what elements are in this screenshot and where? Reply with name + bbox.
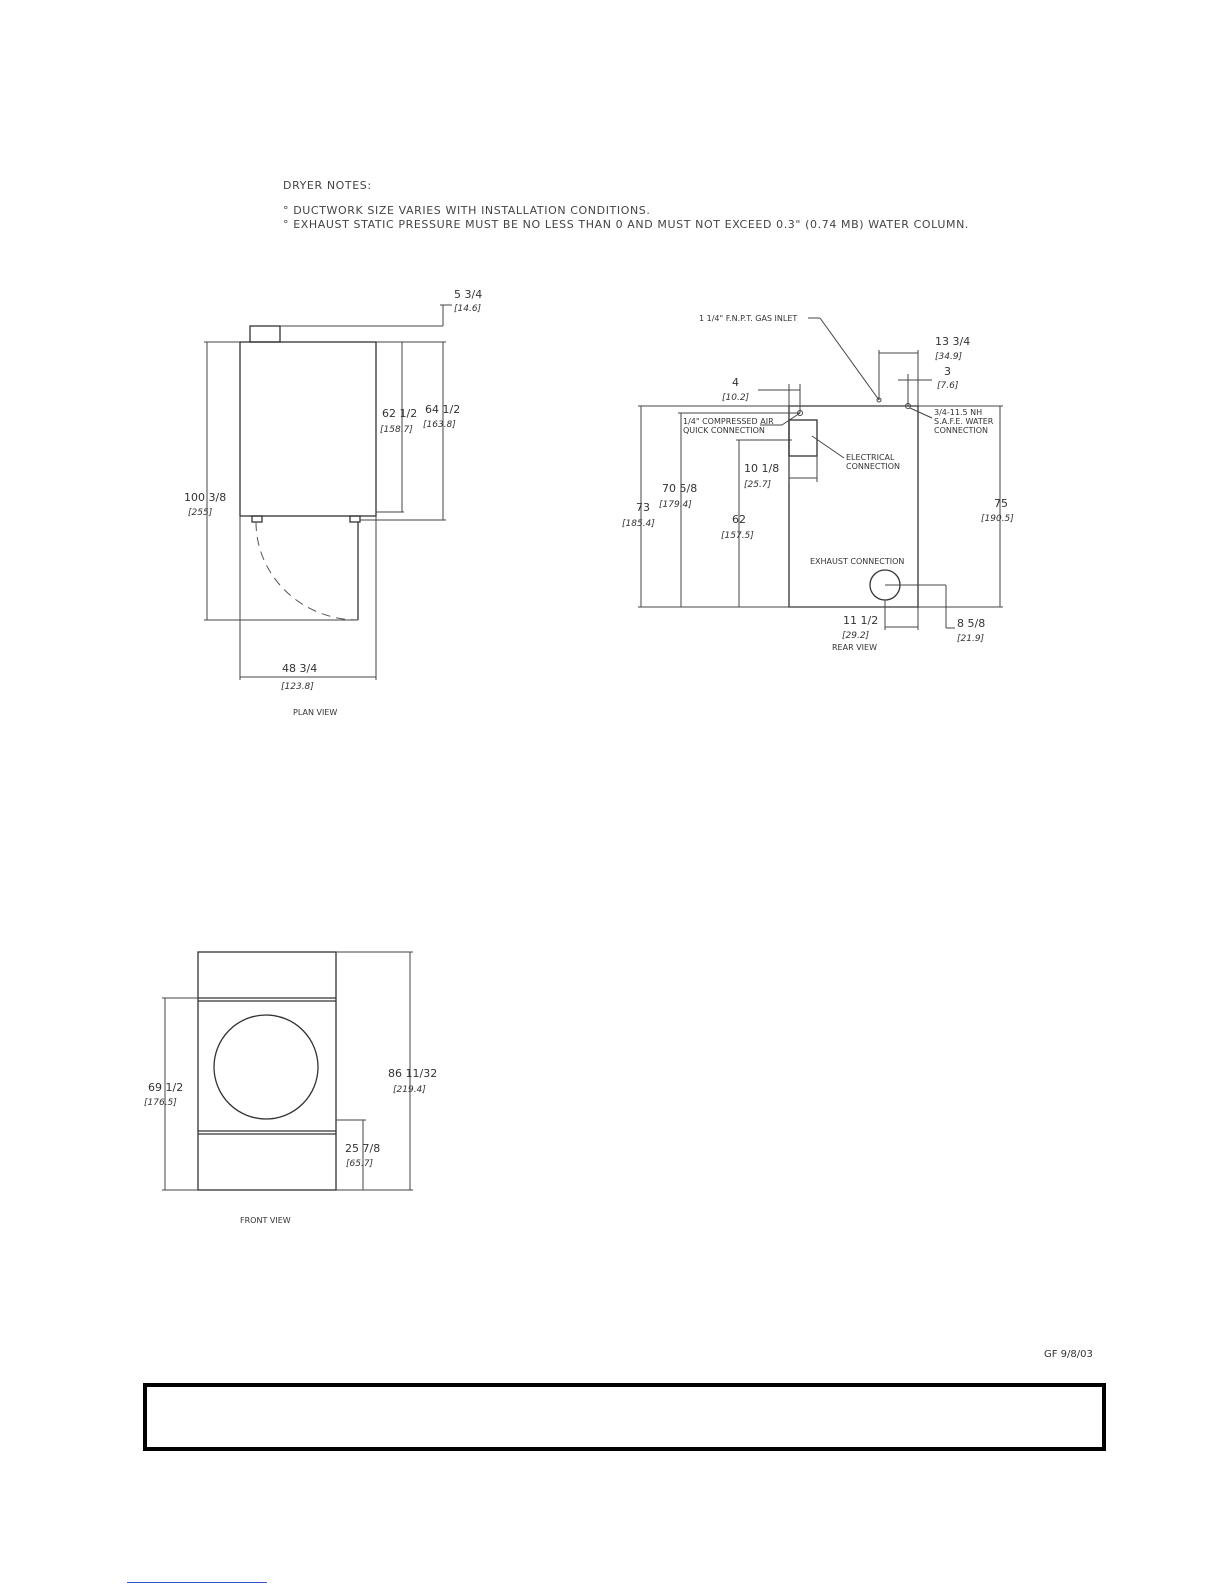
dim-metric: [158.7] — [380, 425, 413, 435]
dryer-body-outline — [240, 342, 376, 516]
callout-water: S.A.F.E. WATER — [934, 417, 994, 426]
link-underline[interactable] — [127, 1582, 267, 1583]
dim-value: 86 11/32 — [388, 1067, 438, 1080]
dim-metric: [14.6] — [454, 304, 482, 314]
callout-gas-inlet: 1 1/4" F.N.P.T. GAS INLET — [699, 314, 798, 323]
electrical-box — [789, 420, 817, 456]
dim-metric: [157.5] — [721, 531, 754, 541]
dim-metric: [10.2] — [722, 393, 750, 403]
dim-value: 69 1/2 — [148, 1081, 184, 1094]
dim-value: 5 3/4 — [454, 288, 483, 301]
dim-value: 3 — [944, 365, 951, 378]
dim-metric: [179.4] — [659, 500, 692, 510]
callout-electrical: ELECTRICAL — [846, 453, 895, 462]
plan-view — [184, 288, 482, 717]
footer-box — [143, 1383, 1106, 1451]
dim-metric: [25.7] — [744, 480, 772, 490]
dim-metric: [65.7] — [346, 1159, 374, 1169]
dryer-front-outline — [198, 952, 336, 1190]
dim-metric: [29.2] — [842, 631, 870, 641]
front-view — [144, 952, 437, 1225]
dim-value: 8 5/8 — [957, 617, 986, 630]
callout-water: CONNECTION — [934, 426, 989, 435]
dim-value: 75 — [994, 497, 1008, 510]
view-title: PLAN VIEW — [293, 708, 338, 717]
rear-view — [622, 314, 1014, 652]
dim-metric: [255] — [188, 508, 213, 518]
dim-value: 100 3/8 — [184, 491, 227, 504]
dryer-rear-outline — [789, 406, 918, 607]
callout-air: 1/4" COMPRESSED AIR — [683, 417, 774, 426]
dim-value: 48 3/4 — [282, 662, 318, 675]
dim-metric: [190.5] — [981, 514, 1014, 524]
door-swing-arc — [256, 522, 358, 620]
gas-inlet-stub — [250, 326, 280, 342]
dim-value: 11 1/2 — [843, 614, 879, 627]
dim-value: 70 5/8 — [662, 482, 698, 495]
dim-metric: [219.4] — [393, 1085, 426, 1095]
callout-exhaust: EXHAUST CONNECTION — [810, 557, 905, 566]
dim-value: 25 7/8 — [345, 1142, 381, 1155]
dim-metric: [185.4] — [622, 519, 655, 529]
view-title: REAR VIEW — [832, 643, 877, 652]
dim-metric: [123.8] — [281, 682, 314, 692]
leader-line — [782, 413, 800, 425]
dim-value: 62 — [732, 513, 746, 526]
callout-electrical: CONNECTION — [846, 462, 901, 471]
dim-metric: [21.9] — [957, 634, 985, 644]
dim-metric: [176.5] — [144, 1098, 177, 1108]
view-title: FRONT VIEW — [240, 1216, 291, 1225]
dim-metric: [34.9] — [935, 352, 963, 362]
dim-value: 62 1/2 — [382, 407, 418, 420]
revision-label: GF 9/8/03 — [1044, 1349, 1093, 1360]
notes-heading: DRYER NOTES: — [283, 179, 372, 192]
dim-value: 13 3/4 — [935, 335, 971, 348]
leader-line — [820, 318, 879, 400]
callout-water: 3/4-11.5 NH — [934, 408, 983, 417]
note-item: ° DUCTWORK SIZE VARIES WITH INSTALLATION CONDITIONS. — [283, 204, 651, 217]
dim-metric: [163.8] — [423, 420, 456, 430]
dim-metric: [7.6] — [937, 381, 959, 391]
door-latch — [350, 516, 360, 522]
leader-line — [910, 408, 932, 418]
note-item: ° EXHAUST STATIC PRESSURE MUST BE NO LESS THAN 0 AND MUST NOT EXCEED 0.3" (0.74 MB) WATER COLUMN. — [283, 218, 970, 231]
dim-value: 10 1/8 — [744, 462, 780, 475]
door-hinge — [252, 516, 262, 522]
dim-value: 64 1/2 — [425, 403, 461, 416]
dim-value: 4 — [732, 376, 739, 389]
dryer-door — [214, 1015, 318, 1119]
dim-value: 73 — [636, 501, 650, 514]
callout-air: QUICK CONNECTION — [683, 426, 765, 435]
